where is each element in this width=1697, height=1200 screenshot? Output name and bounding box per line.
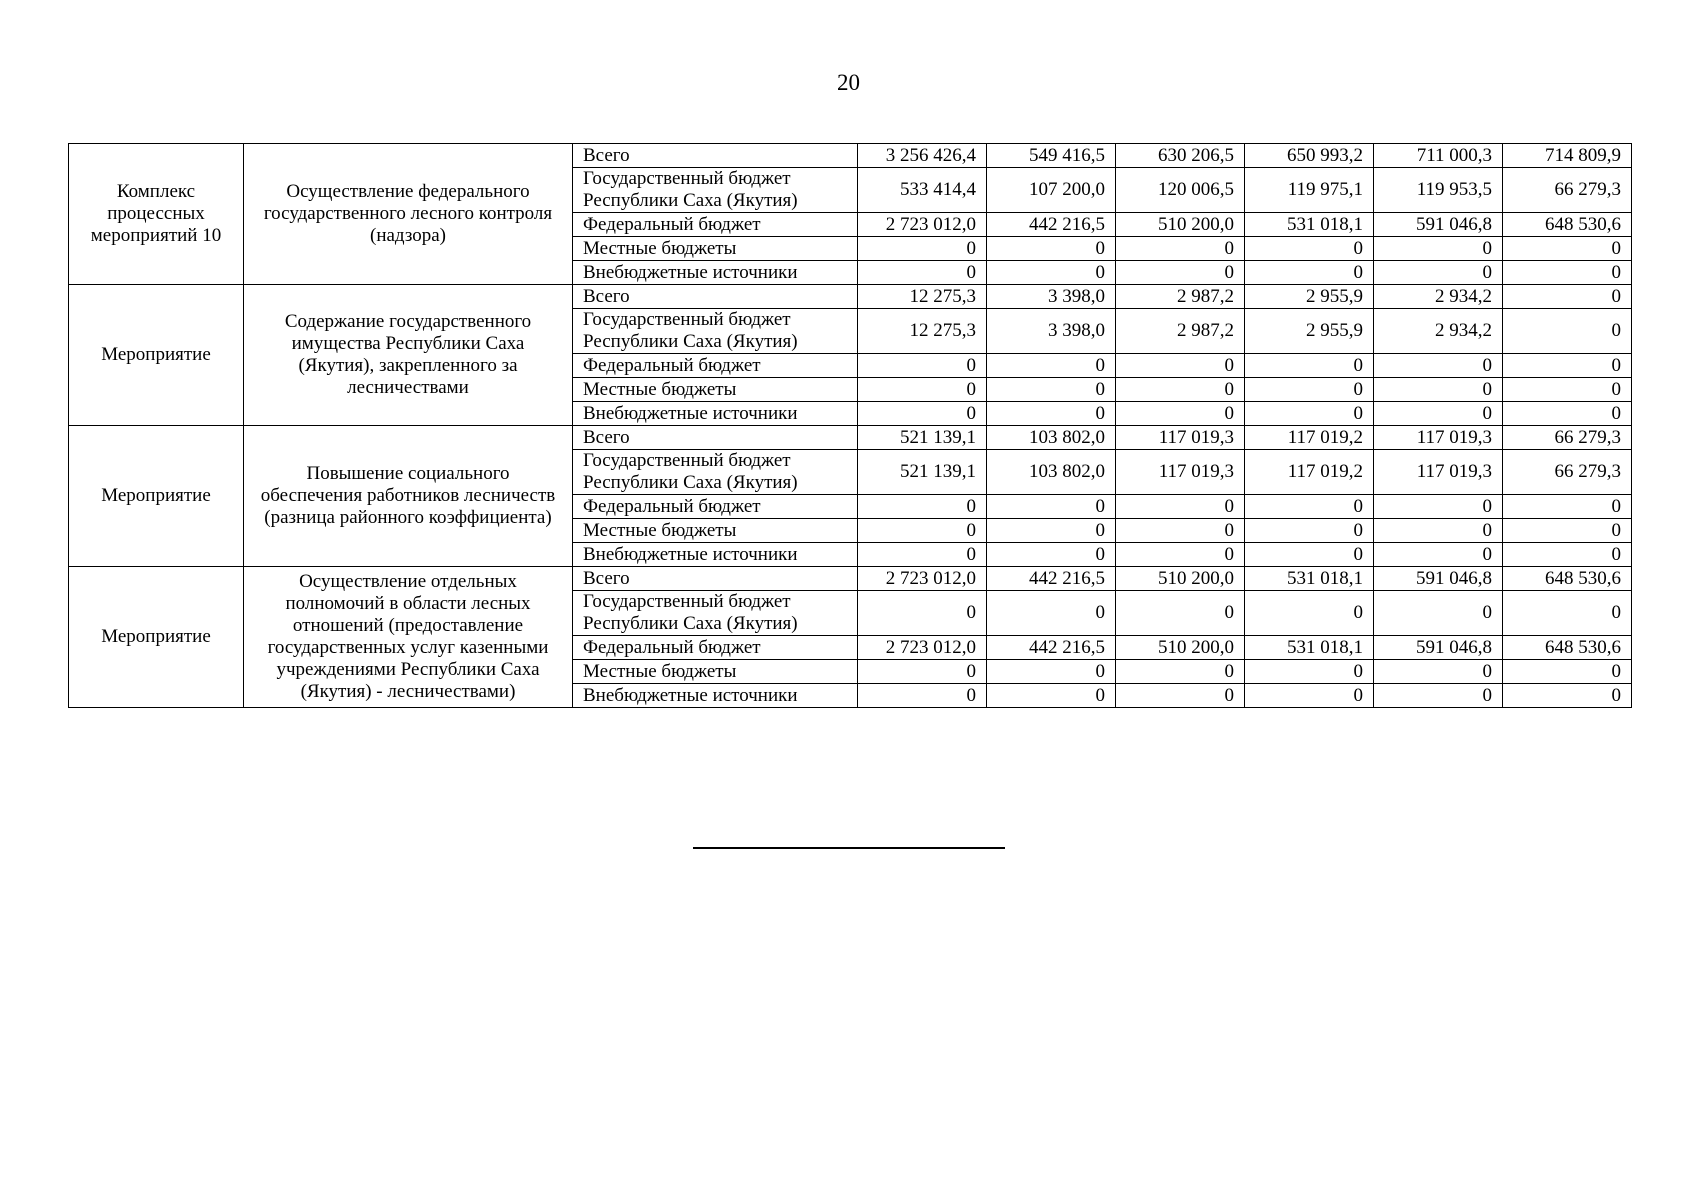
amount-cell: 0 bbox=[1374, 495, 1503, 519]
amount-cell: 2 955,9 bbox=[1245, 285, 1374, 309]
page-number: 20 bbox=[837, 70, 860, 95]
amount-cell: 714 809,9 bbox=[1503, 144, 1632, 168]
amount-cell: 117 019,3 bbox=[1374, 426, 1503, 450]
amount-cell: 0 bbox=[987, 261, 1116, 285]
activity-description-cell: Повышение социального обеспечения работников лесничеств (разница районного коэффициента) bbox=[244, 426, 573, 567]
funding-source-cell: Местные бюджеты bbox=[573, 660, 858, 684]
funding-source-cell: Внебюджетные источники bbox=[573, 684, 858, 708]
amount-cell: 0 bbox=[1116, 543, 1245, 567]
amount-cell: 0 bbox=[1503, 237, 1632, 261]
amount-cell: 0 bbox=[1116, 237, 1245, 261]
amount-cell: 0 bbox=[1245, 543, 1374, 567]
amount-cell: 0 bbox=[858, 519, 987, 543]
funding-source-cell: Местные бюджеты bbox=[573, 519, 858, 543]
activity-type-cell: Мероприятие bbox=[69, 426, 244, 567]
amount-cell: 0 bbox=[858, 495, 987, 519]
amount-cell: 0 bbox=[1503, 660, 1632, 684]
amount-cell: 650 993,2 bbox=[1245, 144, 1374, 168]
amount-cell: 0 bbox=[858, 261, 987, 285]
amount-cell: 0 bbox=[1374, 354, 1503, 378]
amount-cell: 442 216,5 bbox=[987, 213, 1116, 237]
amount-cell: 0 bbox=[1503, 309, 1632, 354]
amount-cell: 0 bbox=[1245, 660, 1374, 684]
amount-cell: 0 bbox=[1503, 354, 1632, 378]
amount-cell: 119 953,5 bbox=[1374, 168, 1503, 213]
amount-cell: 120 006,5 bbox=[1116, 168, 1245, 213]
amount-cell: 0 bbox=[987, 684, 1116, 708]
amount-cell: 531 018,1 bbox=[1245, 567, 1374, 591]
amount-cell: 0 bbox=[1116, 591, 1245, 636]
amount-cell: 711 000,3 bbox=[1374, 144, 1503, 168]
amount-cell: 3 256 426,4 bbox=[858, 144, 987, 168]
amount-cell: 3 398,0 bbox=[987, 309, 1116, 354]
amount-cell: 0 bbox=[1245, 519, 1374, 543]
amount-cell: 0 bbox=[858, 591, 987, 636]
amount-cell: 591 046,8 bbox=[1374, 213, 1503, 237]
amount-cell: 0 bbox=[1503, 543, 1632, 567]
amount-cell: 0 bbox=[1374, 660, 1503, 684]
amount-cell: 2 723 012,0 bbox=[858, 567, 987, 591]
funding-source-cell: Федеральный бюджет bbox=[573, 636, 858, 660]
amount-cell: 510 200,0 bbox=[1116, 567, 1245, 591]
amount-cell: 2 723 012,0 bbox=[858, 213, 987, 237]
table-row bbox=[69, 567, 1632, 591]
amount-cell: 0 bbox=[1116, 495, 1245, 519]
amount-cell: 442 216,5 bbox=[987, 567, 1116, 591]
amount-cell: 2 987,2 bbox=[1116, 285, 1245, 309]
amount-cell: 117 019,2 bbox=[1245, 450, 1374, 495]
amount-cell: 0 bbox=[1503, 378, 1632, 402]
amount-cell: 0 bbox=[858, 660, 987, 684]
amount-cell: 12 275,3 bbox=[858, 309, 987, 354]
amount-cell: 0 bbox=[1374, 591, 1503, 636]
amount-cell: 0 bbox=[858, 402, 987, 426]
amount-cell: 0 bbox=[1245, 684, 1374, 708]
amount-cell: 0 bbox=[1116, 261, 1245, 285]
funding-source-cell: Внебюджетные источники bbox=[573, 261, 858, 285]
amount-cell: 0 bbox=[1116, 354, 1245, 378]
amount-cell: 103 802,0 bbox=[987, 426, 1116, 450]
funding-source-cell: Всего bbox=[573, 426, 858, 450]
amount-cell: 0 bbox=[858, 237, 987, 261]
amount-cell: 0 bbox=[987, 354, 1116, 378]
amount-cell: 591 046,8 bbox=[1374, 636, 1503, 660]
amount-cell: 0 bbox=[858, 684, 987, 708]
amount-cell: 2 934,2 bbox=[1374, 309, 1503, 354]
amount-cell: 0 bbox=[1374, 519, 1503, 543]
amount-cell: 0 bbox=[1116, 684, 1245, 708]
amount-cell: 0 bbox=[1245, 402, 1374, 426]
amount-cell: 119 975,1 bbox=[1245, 168, 1374, 213]
amount-cell: 648 530,6 bbox=[1503, 567, 1632, 591]
amount-cell: 0 bbox=[987, 237, 1116, 261]
amount-cell: 442 216,5 bbox=[987, 636, 1116, 660]
funding-source-cell: Внебюджетные источники bbox=[573, 402, 858, 426]
amount-cell: 2 934,2 bbox=[1374, 285, 1503, 309]
amount-cell: 0 bbox=[1503, 519, 1632, 543]
amount-cell: 66 279,3 bbox=[1503, 426, 1632, 450]
amount-cell: 0 bbox=[987, 660, 1116, 684]
amount-cell: 0 bbox=[1245, 354, 1374, 378]
funding-source-cell: Внебюджетные источники bbox=[573, 543, 858, 567]
table-body bbox=[69, 144, 1632, 708]
amount-cell: 0 bbox=[987, 495, 1116, 519]
footer-rule bbox=[693, 847, 1005, 849]
funding-source-cell: Государственный бюджет Республики Саха (Якутия) bbox=[573, 309, 858, 354]
amount-cell: 0 bbox=[1503, 495, 1632, 519]
amount-cell: 0 bbox=[1245, 495, 1374, 519]
funding-source-cell: Местные бюджеты bbox=[573, 378, 858, 402]
amount-cell: 510 200,0 bbox=[1116, 636, 1245, 660]
amount-cell: 117 019,3 bbox=[1374, 450, 1503, 495]
amount-cell: 117 019,2 bbox=[1245, 426, 1374, 450]
amount-cell: 0 bbox=[1503, 684, 1632, 708]
funding-source-cell: Государственный бюджет Республики Саха (Якутия) bbox=[573, 450, 858, 495]
amount-cell: 0 bbox=[1374, 684, 1503, 708]
amount-cell: 0 bbox=[987, 402, 1116, 426]
amount-cell: 549 416,5 bbox=[987, 144, 1116, 168]
amount-cell: 0 bbox=[1503, 285, 1632, 309]
amount-cell: 531 018,1 bbox=[1245, 213, 1374, 237]
amount-cell: 0 bbox=[1374, 543, 1503, 567]
amount-cell: 12 275,3 bbox=[858, 285, 987, 309]
table-row bbox=[69, 285, 1632, 309]
amount-cell: 66 279,3 bbox=[1503, 168, 1632, 213]
amount-cell: 0 bbox=[858, 378, 987, 402]
funding-source-cell: Местные бюджеты bbox=[573, 237, 858, 261]
amount-cell: 0 bbox=[987, 543, 1116, 567]
amount-cell: 0 bbox=[1374, 237, 1503, 261]
activity-description-cell: Осуществление отдельных полномочий в области лесных отношений (предоставление государственных услуг казенными учреждениями Республики Саха (Якутия) - лесничествами) bbox=[244, 567, 573, 708]
funding-source-cell: Федеральный бюджет bbox=[573, 354, 858, 378]
funding-source-cell: Всего bbox=[573, 285, 858, 309]
amount-cell: 0 bbox=[987, 378, 1116, 402]
amount-cell: 0 bbox=[1374, 378, 1503, 402]
amount-cell: 0 bbox=[1374, 402, 1503, 426]
amount-cell: 0 bbox=[1116, 660, 1245, 684]
amount-cell: 0 bbox=[987, 591, 1116, 636]
amount-cell: 0 bbox=[1116, 519, 1245, 543]
funding-source-cell: Государственный бюджет Республики Саха (Якутия) bbox=[573, 168, 858, 213]
amount-cell: 0 bbox=[987, 519, 1116, 543]
amount-cell: 3 398,0 bbox=[987, 285, 1116, 309]
amount-cell: 0 bbox=[858, 354, 987, 378]
amount-cell: 0 bbox=[858, 543, 987, 567]
amount-cell: 0 bbox=[1503, 261, 1632, 285]
amount-cell: 533 414,4 bbox=[858, 168, 987, 213]
activity-description-cell: Содержание государственного имущества Республики Саха (Якутия), закрепленного за лесничествами bbox=[244, 285, 573, 426]
amount-cell: 117 019,3 bbox=[1116, 450, 1245, 495]
activity-type-cell: Мероприятие bbox=[69, 285, 244, 426]
amount-cell: 630 206,5 bbox=[1116, 144, 1245, 168]
amount-cell: 648 530,6 bbox=[1503, 213, 1632, 237]
table-row bbox=[69, 426, 1632, 450]
amount-cell: 591 046,8 bbox=[1374, 567, 1503, 591]
amount-cell: 103 802,0 bbox=[987, 450, 1116, 495]
amount-cell: 0 bbox=[1245, 378, 1374, 402]
activity-type-cell: Комплекс процессных мероприятий 10 bbox=[69, 144, 244, 285]
amount-cell: 0 bbox=[1116, 378, 1245, 402]
amount-cell: 510 200,0 bbox=[1116, 213, 1245, 237]
amount-cell: 521 139,1 bbox=[858, 426, 987, 450]
amount-cell: 117 019,3 bbox=[1116, 426, 1245, 450]
amount-cell: 648 530,6 bbox=[1503, 636, 1632, 660]
amount-cell: 0 bbox=[1245, 237, 1374, 261]
activity-description-cell: Осуществление федерального государственного лесного контроля (надзора) bbox=[244, 144, 573, 285]
amount-cell: 531 018,1 bbox=[1245, 636, 1374, 660]
amount-cell: 0 bbox=[1503, 591, 1632, 636]
amount-cell: 0 bbox=[1245, 591, 1374, 636]
amount-cell: 2 955,9 bbox=[1245, 309, 1374, 354]
amount-cell: 0 bbox=[1374, 261, 1503, 285]
amount-cell: 0 bbox=[1116, 402, 1245, 426]
funding-source-cell: Всего bbox=[573, 567, 858, 591]
amount-cell: 107 200,0 bbox=[987, 168, 1116, 213]
amount-cell: 0 bbox=[1245, 261, 1374, 285]
activity-type-cell: Мероприятие bbox=[69, 567, 244, 708]
table-row bbox=[69, 144, 1632, 168]
funding-source-cell: Федеральный бюджет bbox=[573, 213, 858, 237]
funding-source-cell: Всего bbox=[573, 144, 858, 168]
funding-source-cell: Федеральный бюджет bbox=[573, 495, 858, 519]
funding-table bbox=[68, 143, 1632, 708]
amount-cell: 0 bbox=[1503, 402, 1632, 426]
amount-cell: 521 139,1 bbox=[858, 450, 987, 495]
amount-cell: 2 987,2 bbox=[1116, 309, 1245, 354]
amount-cell: 2 723 012,0 bbox=[858, 636, 987, 660]
funding-source-cell: Государственный бюджет Республики Саха (Якутия) bbox=[573, 591, 858, 636]
amount-cell: 66 279,3 bbox=[1503, 450, 1632, 495]
